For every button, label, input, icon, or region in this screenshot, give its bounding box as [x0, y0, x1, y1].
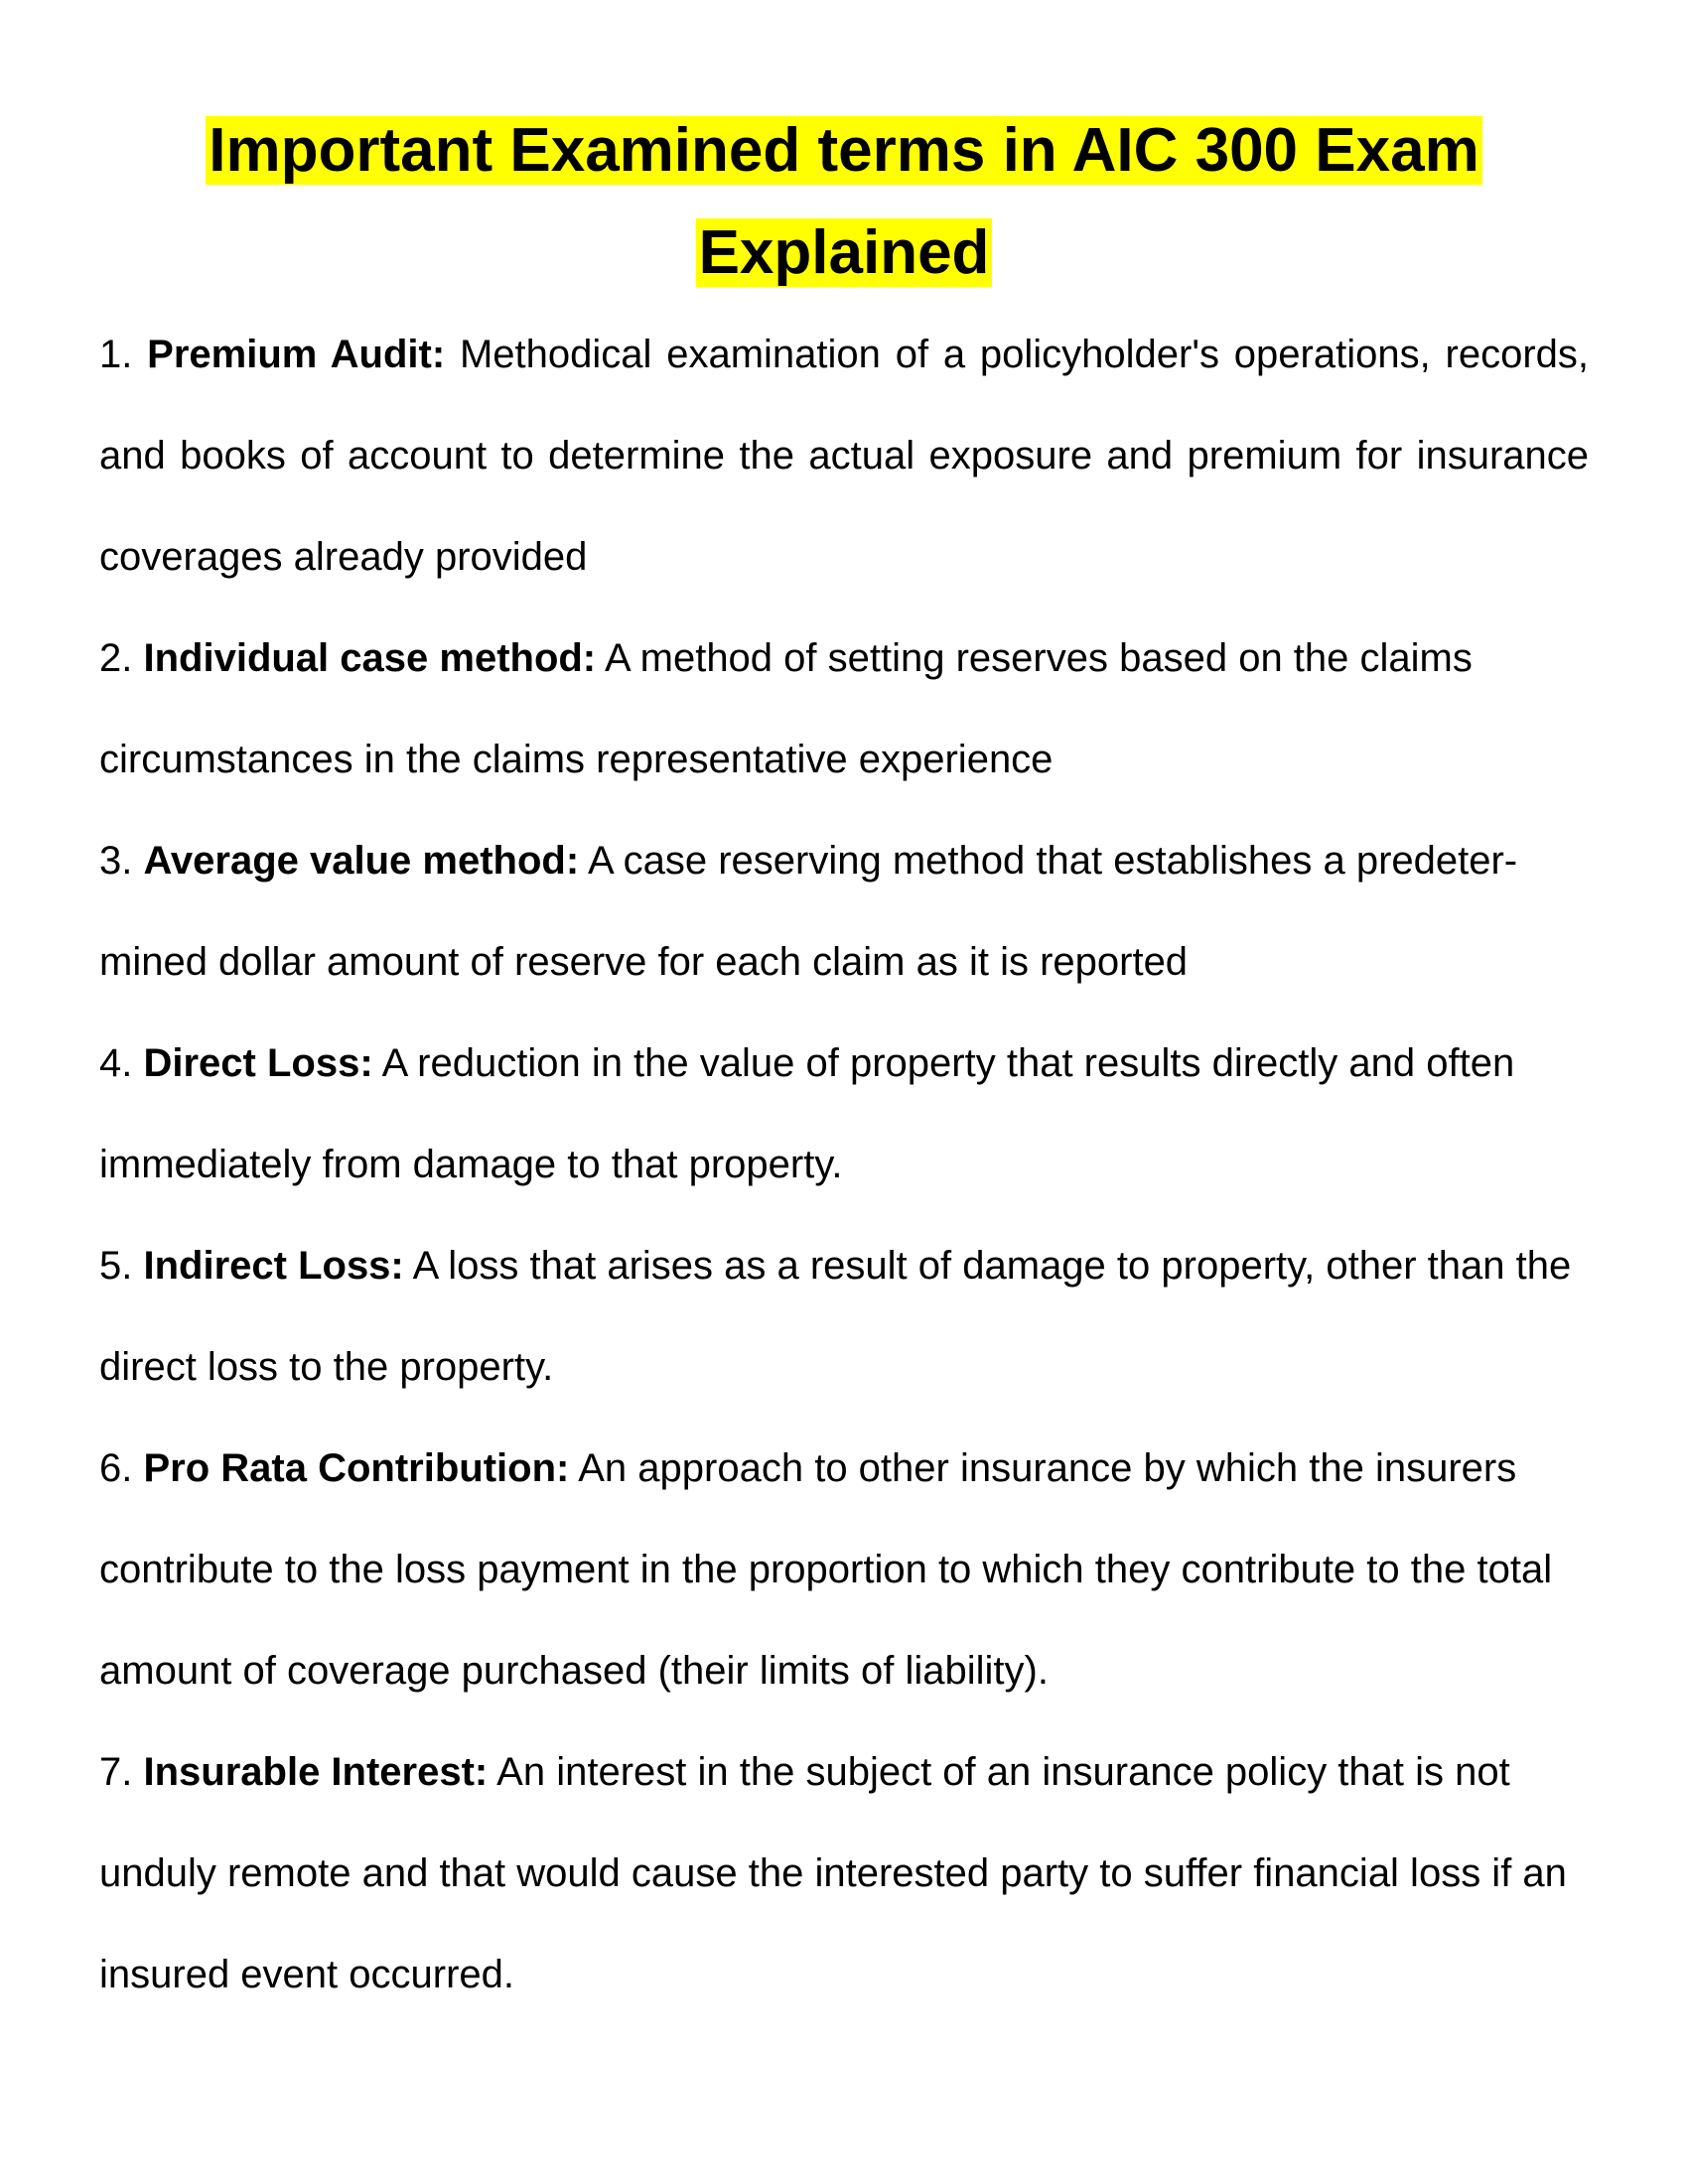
- term-number: 4.: [99, 1041, 133, 1085]
- term-item-individual-case-method: [99, 608, 1589, 810]
- term-name: Direct Loss:: [143, 1041, 373, 1085]
- term-number: 5.: [99, 1244, 133, 1288]
- title-line-2: Explained: [696, 218, 993, 287]
- term-name: Average value method:: [143, 839, 580, 883]
- term-name: Pro Rata Contribution:: [143, 1446, 570, 1490]
- term-number: 7.: [99, 1750, 133, 1794]
- term-definition: Methodical examination of a policyholder's operations, records, and books of account to determine the actual exposure and premium for insurance coverages already provided: [99, 333, 1590, 579]
- term-definition: An approach to other insurance by which the insurers contribute to the loss payment in the proportion to which they contribute to the total amount of coverage purchased (their limits of liability).: [99, 1446, 1553, 1693]
- term-definition: A reduction in the value of property that results directly and often immediately from damage to that property.: [99, 1041, 1515, 1186]
- term-number: 2.: [99, 636, 133, 680]
- term-definition: An interest in the subject of an insurance policy that is not unduly remote and that would cause the interested party to suffer financial loss if an insured event occurred.: [99, 1750, 1567, 1996]
- term-name: Indirect Loss:: [143, 1244, 404, 1288]
- term-definition: A loss that arises as a result of damage to property, other than the direct loss to the property.: [99, 1244, 1572, 1389]
- term-item-pro-rata-contribution: [99, 1418, 1589, 1721]
- term-number: 1.: [99, 333, 133, 376]
- term-definition: A case reserving method that establishes a predeter- mined dollar amount of reserve for each claim as it is reported: [99, 839, 1518, 984]
- title-line-1: Important Examined terms in AIC 300 Exam: [206, 116, 1481, 185]
- term-item-insurable-interest: [99, 1721, 1589, 2025]
- term-item-average-value-method: [99, 810, 1589, 1013]
- term-definition: A method of setting reserves based on the claims circumstances in the claims representative experience: [99, 636, 1473, 781]
- document-title: [99, 99, 1589, 304]
- document-page: [99, 99, 1589, 2025]
- term-item-direct-loss: [99, 1013, 1589, 1215]
- term-name: Premium Audit:: [147, 333, 446, 376]
- term-name: Insurable Interest:: [143, 1750, 489, 1794]
- terms-list: [99, 304, 1589, 2025]
- term-name: Individual case method:: [143, 636, 597, 680]
- term-number: 6.: [99, 1446, 133, 1490]
- term-item-indirect-loss: [99, 1215, 1589, 1418]
- term-number: 3.: [99, 839, 133, 883]
- term-item-premium-audit: [99, 304, 1589, 608]
